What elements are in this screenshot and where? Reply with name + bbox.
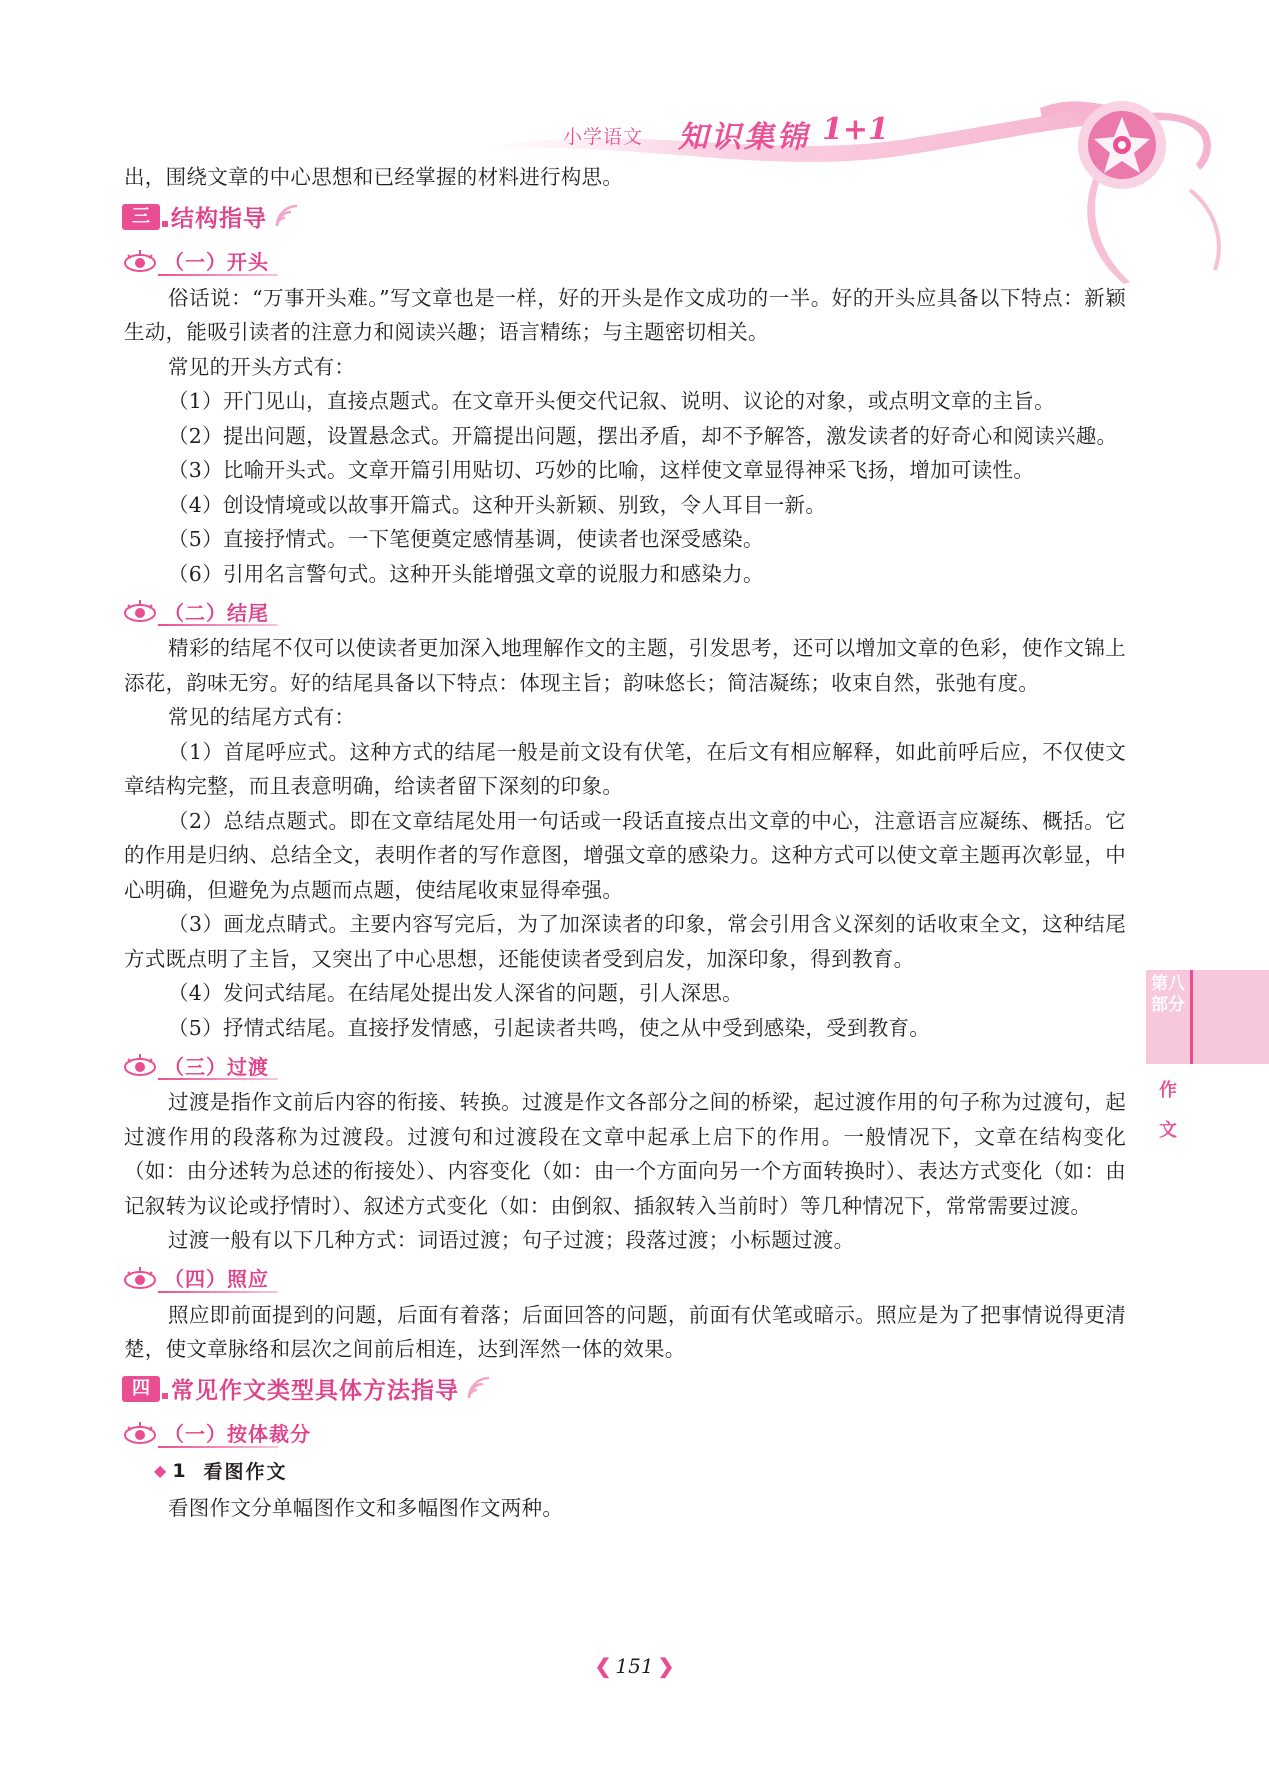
section-number-badge: 四 (122, 1376, 160, 1402)
arrow-right-icon: ❯ (657, 1654, 675, 1678)
subsection-title: （二）结尾 (164, 600, 269, 625)
dot-icon (162, 1393, 168, 1399)
paragraph: 照应即前面提到的问题，后面有着落；后面回答的问题，前面有伏笔或暗示。照应是为了把事情说得更清楚，使文章脉络和层次之间前后相连，达到浑然一体的效果。 (124, 1302, 1126, 1361)
heading-underline (158, 1446, 278, 1448)
subsection-title: （三）过渡 (164, 1054, 269, 1079)
page-number: 151 (615, 1654, 654, 1678)
chapter-side-tab (1146, 970, 1269, 1064)
item-title: 看图作文 (203, 1461, 288, 1483)
page-content (124, 160, 1126, 1525)
list-item: （6）引用名言警句式。这种开头能增强文章的说服力和感染力。 (168, 561, 764, 586)
list-item: （2）总结点题式。即在文章结尾处用一句话或一段话直接点出文章的中心，注意语言应凝练、概括。它的作用是归纳、总结全文，表明作者的写作意图，增强文章的感染力。这种方式可以使文章主题再次彰显，中心明确，但避免为点题而点题，使结尾收束显得牵强。 (124, 808, 1126, 902)
paragraph: 俗话说：“万事开头难。”写文章也是一样，好的开头是作文成功的一半。好的开头应具备以下特点：新颖生动，能吸引读者的注意力和阅读兴趣；语言精练；与主题密切相关。 (124, 285, 1126, 344)
paragraph: 过渡一般有以下几种方式：词语过渡；句子过渡；段落过渡；小标题过渡。 (168, 1228, 855, 1252)
heading-underline (158, 1291, 278, 1293)
heading-underline (158, 274, 278, 276)
list-item: （5）抒情式结尾。直接抒发情感，引起读者共鸣，使之从中受到感染，受到教育。 (168, 1015, 931, 1040)
header-series-number: 1+1 (822, 112, 889, 147)
eye-icon (122, 1266, 158, 1290)
section-heading-structure (122, 197, 1126, 237)
paragraph: 常见的结尾方式有： (168, 705, 356, 729)
subsection-heading-ending (122, 593, 1126, 629)
subsection-title: （一）按体裁分 (164, 1422, 311, 1446)
list-item: （1）首尾呼应式。这种方式的结尾一般是前文设有伏笔，在后文有相应解释，如此前呼后应，不仅使文章结构完整，而且表意明确，给读者留下深刻的印象。 (124, 739, 1126, 798)
list-item: （3）画龙点睛式。主要内容写完后，为了加深读者的印象，常会引用含义深刻的话收束全文，这种结尾方式既点明了主旨，又突出了中心思想，还能使读者受到启发，加深印象，得到教育。 (124, 912, 1126, 971)
section-title: 常见作文类型具体方法指导 (171, 1378, 459, 1404)
section-heading-types (122, 1369, 1126, 1409)
eye-icon (122, 1421, 158, 1445)
signal-waves-icon (465, 1376, 495, 1402)
list-item: （2）提出问题，设置悬念式。开篇提出问题，摆出矛盾，却不予解答，激发读者的好奇心和阅读兴趣。 (168, 423, 1118, 448)
header-subject: 小学语文 (563, 126, 644, 148)
header-series-title: 知识集锦 (678, 120, 810, 155)
subsection-heading-opening (122, 243, 1126, 279)
item-number: 1 (172, 1459, 186, 1482)
paragraph: 出，围绕文章的中心思想和已经掌握的材料进行构思。 (124, 165, 624, 189)
heading-underline (158, 1078, 278, 1080)
tab-divider (1190, 970, 1193, 1064)
eye-icon (122, 599, 158, 623)
paragraph: 精彩的结尾不仅可以使读者更加深入地理解作文的主题，引发思考，还可以增加文章的色彩，使作文锦上添花，韵味无穷。好的结尾具备以下特点：体现主旨；韵味悠长；简洁凝练；收束自然，张弛有度。 (124, 636, 1126, 695)
page-number-footer (0, 1654, 1269, 1678)
subsection-heading-transition (122, 1047, 1126, 1083)
subsection-heading-genre (122, 1415, 1126, 1451)
list-item: （3）比喻开头式。文章开篇引用贴切、巧妙的比喻，这样使文章显得神采飞扬，增加可读性。 (168, 458, 1035, 482)
subsection-title: （四）照应 (164, 1267, 269, 1291)
paragraph: 看图作文分单幅图作文和多幅图作文两种。 (168, 1495, 564, 1520)
subsection-title: （一）开头 (164, 250, 269, 274)
eye-icon (122, 1053, 158, 1077)
chapter-section-char: 文 (1159, 1120, 1177, 1141)
paragraph: 常见的开头方式有： (168, 354, 356, 379)
list-item: （4）发问式结尾。在结尾处提出发人深省的问题，引人深思。 (168, 981, 743, 1005)
paragraph: 过渡是指作文前后内容的衔接、转换。过渡是作文各部分之间的桥梁，起过渡作用的句子称为过渡句，起过渡作用的段落称为过渡段。过渡句和过渡段在文章中起承上启下的作用。一般情况下，文章在结构变化（如：由分述转为总述的衔接处）、内容变化（如：由一个方面向另一个方面转换时）、表达方式变化（如：由记叙转为议论或抒情时）、叙述方式变化（如：由倒叙、插叙转入当前时）等几种情况下，常常需要过渡。 (124, 1090, 1126, 1218)
list-item: （1）开门见山，直接点题式。在文章开头便交代记叙、说明、议论的对象，或点明文章的主旨。 (168, 389, 1055, 413)
eye-icon (122, 249, 158, 273)
subsection-heading-echo (122, 1260, 1126, 1296)
list-item: （5）直接抒情式。一下笔便奠定感情基调，使读者也深受感染。 (168, 527, 764, 551)
list-item: （4）创设情境或以故事开篇式。这种开头新颖、别致，令人耳目一新。 (168, 492, 827, 517)
signal-waves-icon (273, 204, 303, 230)
chapter-part-label: 第八部分 (1151, 974, 1185, 1015)
chapter-section-char: 作 (1159, 1080, 1177, 1101)
section-number-badge: 三 (122, 204, 160, 230)
diamond-icon: ◆ (154, 1461, 167, 1480)
section-title: 结构指导 (171, 206, 267, 232)
heading-underline (158, 624, 278, 626)
arrow-left-icon: ❮ (594, 1654, 612, 1678)
item-heading-picture-composition (154, 1453, 1126, 1489)
dot-icon (162, 221, 168, 227)
